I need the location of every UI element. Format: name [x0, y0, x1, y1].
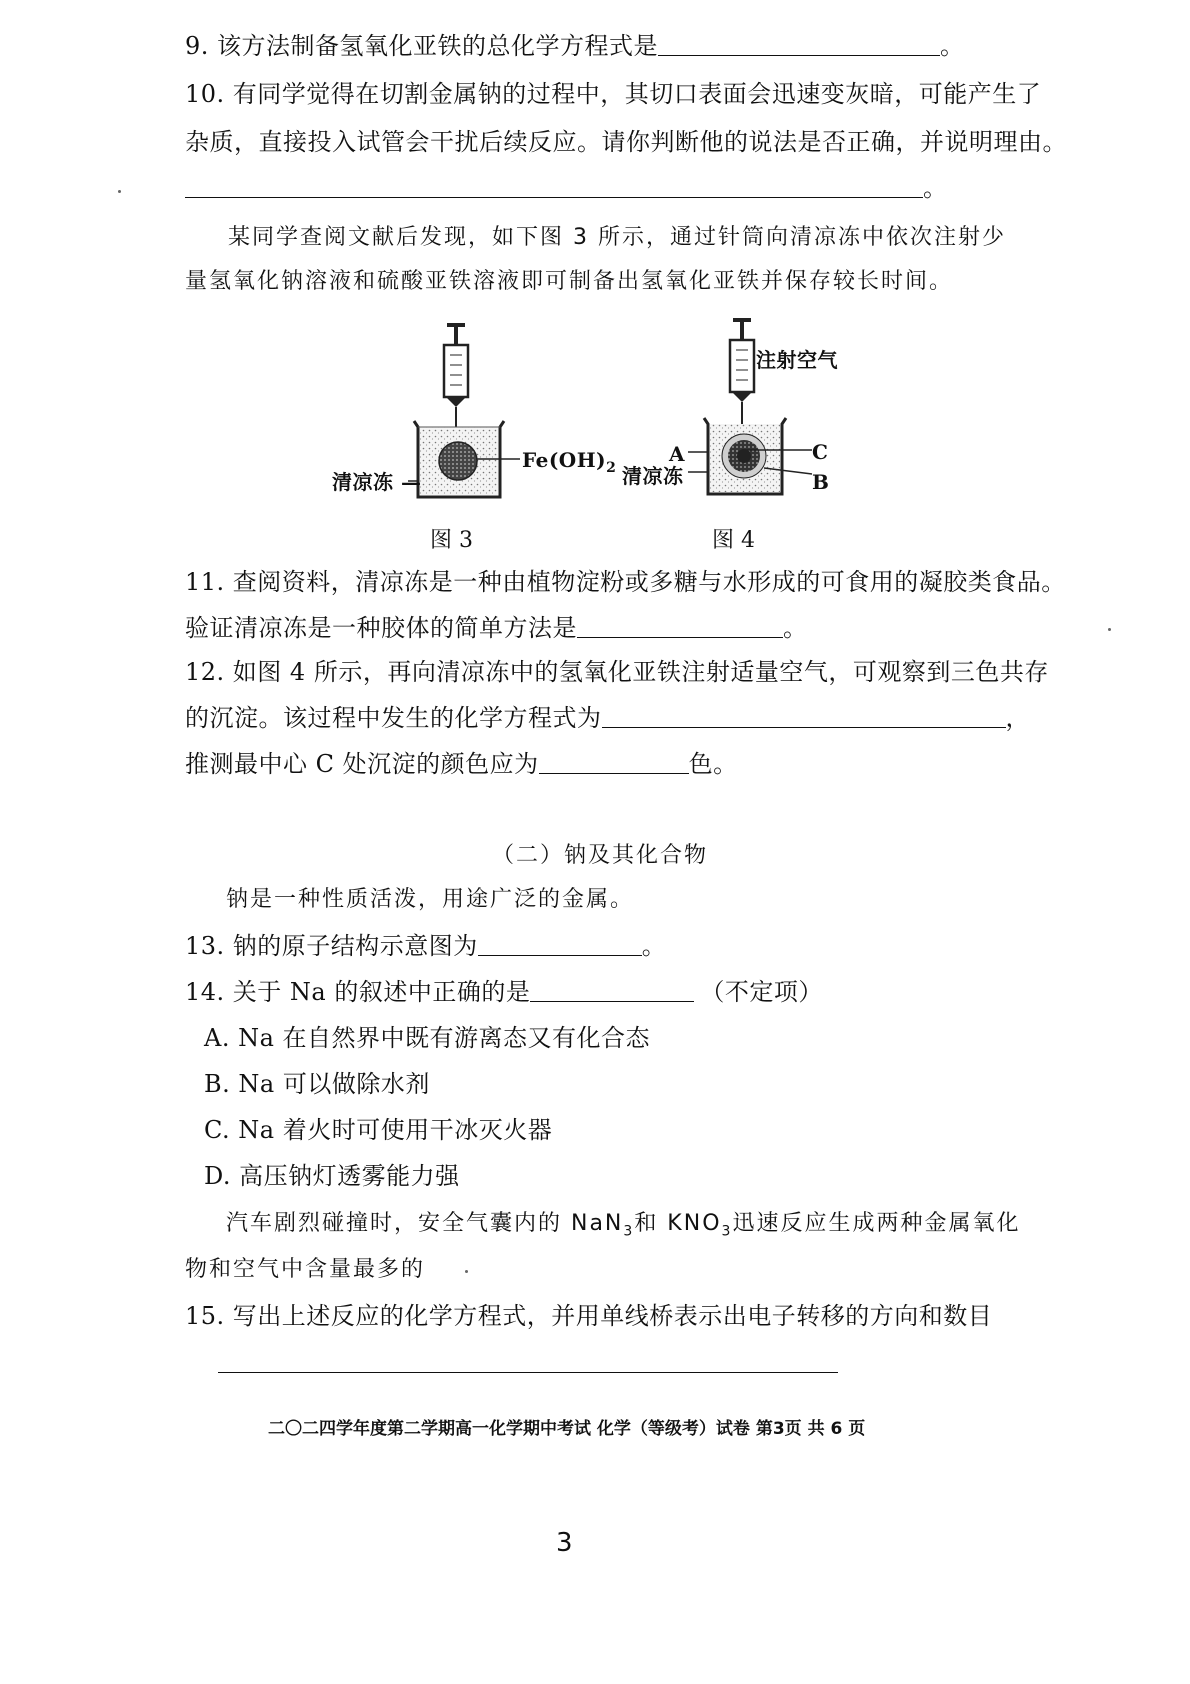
- option-d: D. 高压钠灯透雾能力强: [204, 1162, 460, 1190]
- beaker-icon: [704, 418, 786, 494]
- figure-3-label-jelly: 清凉冻 —: [332, 470, 422, 494]
- option-c: C. Na 着火时可使用干冰灭火器: [204, 1116, 553, 1144]
- question-11-line-2: 验证清凉冻是一种胶体的简单方法是 。: [185, 614, 808, 642]
- page-number: 3: [556, 1528, 573, 1558]
- period: 。: [923, 174, 948, 202]
- scan-speck: [118, 190, 121, 193]
- scan-speck: [1108, 628, 1111, 631]
- answer-blank: [602, 705, 1006, 728]
- question-9: [185, 30, 965, 62]
- figure-3-caption: 图 3: [430, 528, 473, 553]
- figure-4-label-inject-air: 注射空气: [756, 348, 838, 372]
- option-b: B. Na 可以做除水剂: [204, 1070, 430, 1098]
- question-11-line-1: 11. 查阅资料，清凉冻是一种由植物淀粉或多糖与水形成的可食用的凝胶类食品。: [185, 568, 1066, 596]
- answer-blank: [478, 933, 642, 956]
- period: 。: [940, 32, 965, 60]
- answer-line: [218, 1372, 838, 1373]
- figure-4-label-a: A: [669, 442, 686, 466]
- answer-blank: [530, 979, 694, 1002]
- question-10-line-2: 杂质，直接投入试管会干扰后续反应。请你判断他的说法是否正确，并说明理由。: [185, 128, 1067, 156]
- answer-blank: [577, 615, 783, 638]
- figure-4-caption: 图 4: [712, 528, 755, 553]
- figure-4-label-jelly: 清凉冻: [622, 464, 684, 488]
- intro-paragraph-1-line-1: 某同学查阅文献后发现，如下图 3 所示，通过针筒向清凉冻中依次注射少: [228, 225, 1006, 250]
- figure-4-label-c: C: [812, 440, 829, 464]
- question-15: 15. 写出上述反应的化学方程式，并用单线桥表示出电子转移的方向和数目: [185, 1302, 993, 1330]
- intro-paragraph-2-line-2: 物和空气中含量最多的: [185, 1257, 426, 1282]
- answer-blank: [185, 175, 923, 198]
- syringe-icon: [730, 318, 754, 438]
- question-9-text: 9. 该方法制备氢氧化亚铁的总化学方程式是: [185, 32, 659, 60]
- question-14: 14. 关于 Na 的叙述中正确的是 （不定项）: [185, 978, 823, 1006]
- question-13: 13. 钠的原子结构示意图为 。: [185, 932, 667, 960]
- page-footer: 二〇二四学年度第二学期高一化学期中考试 化学（等级考）试卷 第3页 共 6 页: [268, 1419, 866, 1439]
- intro-paragraph-2-line-1: 汽车剧烈碰撞时，安全气囊内的 NaN$_3$和 $KNO_3$迅速反应生成两种金属氧化: [226, 1211, 1021, 1240]
- question-12-line-3: 推测最中心 C 处沉淀的颜色应为 色。: [185, 750, 738, 778]
- figure-4-label-b: B: [812, 470, 830, 494]
- section-2-title: （二）钠及其化合物: [492, 843, 709, 868]
- answer-blank: [658, 33, 940, 56]
- question-10-answer: [185, 172, 948, 204]
- question-12-line-2: 的沉淀。该过程中发生的化学方程式为 ，: [185, 704, 1030, 732]
- intro-paragraph-1-line-2: 量氢氧化钠溶液和硫酸亚铁溶液即可制备出氢氧化亚铁并保存较长时间。: [185, 269, 954, 294]
- figure-3-label-feoh2: $Fe(OH)_2$: [522, 448, 617, 476]
- option-a: A. Na 在自然界中既有游离态又有化合态: [204, 1024, 651, 1052]
- section-2-intro: 钠是一种性质活泼，用途广泛的金属。: [226, 887, 635, 912]
- question-10-line-1: 10. 有同学觉得在切割金属钠的过程中，其切口表面会迅速变灰暗，可能产生了: [185, 80, 1042, 108]
- scan-speck: [465, 1270, 468, 1273]
- answer-blank: [539, 751, 689, 774]
- question-12-line-1: 12. 如图 4 所示，再向清凉冻中的氢氧化亚铁注射适量空气，可观察到三色共存: [185, 658, 1049, 686]
